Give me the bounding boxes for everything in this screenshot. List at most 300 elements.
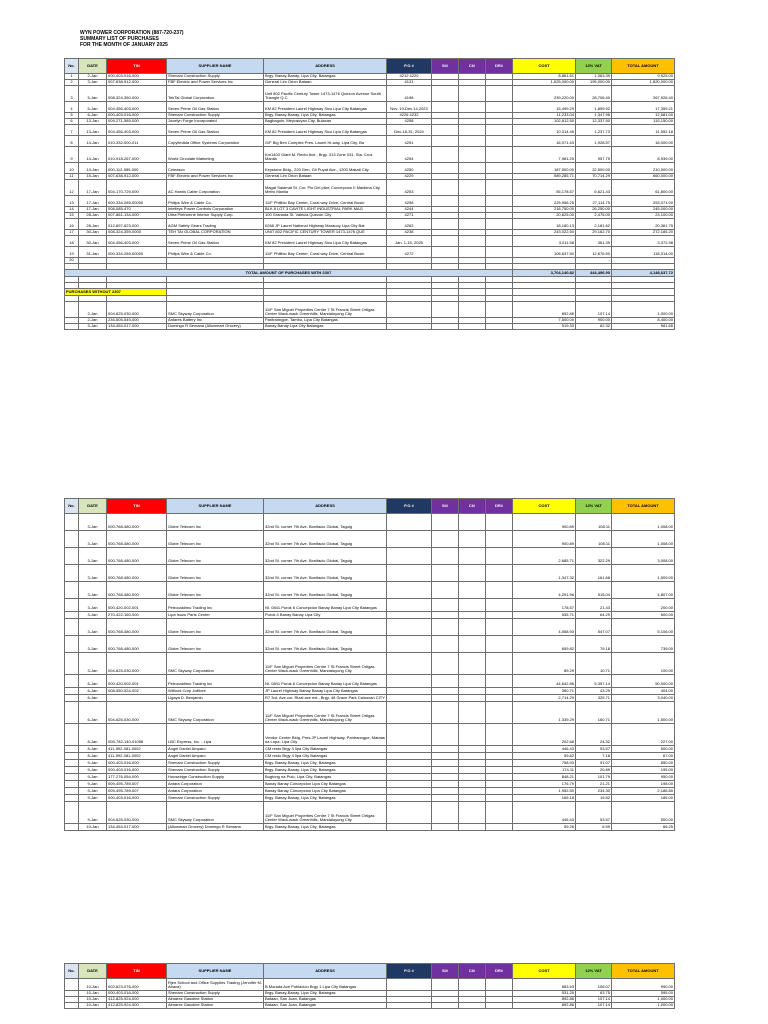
cell-ci	[459, 219, 486, 230]
col-header-date: DATE	[79, 964, 107, 979]
blank-cell	[513, 289, 576, 296]
cell-date: 3-Jan	[79, 599, 107, 612]
cell-dr	[486, 86, 513, 102]
cell-dr	[486, 514, 513, 531]
cell-tin: 007-638-912-000	[107, 174, 167, 180]
cell-supplier: Shenam Construction Supply	[167, 113, 264, 119]
cell-total: 1,820,000.00	[612, 80, 675, 86]
cell-si	[432, 675, 459, 688]
cell-address: R7 3rd. Ave cor. Rizal ave ext., Brgy. 48 Grace Park Caloocan CITY	[265, 695, 385, 701]
col-header-si: SI#	[432, 499, 459, 514]
cell-vat: 195,000.00	[576, 80, 612, 86]
cell-address: 32nd St. corner 7th Ave. Bonifacio Global, Taguig	[264, 582, 387, 599]
cell-date: 3-Jan	[79, 548, 107, 565]
col-header-vat: 12% VAT	[576, 964, 612, 979]
cell-address: JP Laurel Highway Banay Banay Lipa City Batangas	[264, 688, 387, 695]
cell-supplier: Intelleys Power Controls Corporation	[167, 207, 264, 213]
table-row	[65, 612, 675, 619]
col-header-ci: CI#	[459, 964, 486, 979]
cell-address: Brgy. Banay-Banay, Lipa City, Batangas	[264, 767, 387, 774]
header-row	[65, 964, 675, 979]
cell-dr	[486, 1003, 513, 1009]
col-header-total: TOTAL AMOUNT	[612, 964, 675, 979]
cell-no	[65, 514, 79, 531]
cell-supplier: SMC Skyway Corporation	[167, 702, 264, 724]
cell-address: Km1403 Giant M. Recto Ave., Brgy. 313 Zone 031, Sta. Cruz Manila	[264, 147, 387, 163]
cell-vat: 361.39	[576, 236, 612, 247]
cell-po: 4258	[387, 196, 432, 207]
cell-dr	[486, 102, 513, 113]
table-row	[65, 702, 675, 724]
cell-supplier: Celeasco	[167, 163, 264, 174]
cell-total: 739.00	[612, 636, 675, 653]
cell-dr	[486, 565, 513, 582]
cell-ci	[459, 760, 486, 767]
cell-date: 3-Jan	[79, 653, 107, 675]
cell-dr	[486, 688, 513, 695]
cell-total: 595.00	[612, 991, 675, 997]
cell-total: 660,000.00	[612, 174, 675, 180]
cell-address: Purok 4 Banay Banay Lipa City	[264, 612, 387, 619]
blank-cell	[486, 289, 513, 296]
cell-address: KM 82 President Laurel Highway Sico Lipa City Batangas	[264, 236, 387, 247]
cell-no	[65, 724, 79, 746]
cell-total: 1,500.00	[612, 702, 675, 724]
cell-cost: 239,220.00	[513, 86, 576, 102]
cell-supplier: Seven Prime Oil Gas Station	[167, 102, 264, 113]
cell-vat: 28,706.40	[576, 86, 612, 102]
cell-dr	[486, 753, 513, 760]
cell-no	[65, 774, 79, 781]
cell-total: 4,807.00	[612, 582, 675, 599]
table-row	[65, 565, 675, 582]
cell-si	[432, 136, 459, 147]
cell-po	[387, 781, 432, 788]
cell-cost: 7,981.25	[513, 147, 576, 163]
cell-si	[432, 125, 459, 136]
cell-dr	[486, 781, 513, 788]
cell-supplier: FBF Electric and Power Services Inc	[167, 174, 264, 180]
cell-dr	[486, 582, 513, 599]
table-row	[65, 760, 675, 767]
cell-total: 1,509.00	[612, 565, 675, 582]
cell-no: 8	[65, 136, 79, 147]
cell-si	[432, 612, 459, 619]
cell-vat: 957.75	[576, 147, 612, 163]
blank-cell	[576, 289, 612, 296]
col-header-po: P.O #	[387, 59, 432, 74]
table-row	[65, 767, 675, 774]
cell-total: 3,040.00	[612, 695, 675, 702]
cell-no: 1	[65, 74, 79, 80]
cell-tin: 008-324-350-000	[107, 86, 167, 102]
cell-supplier: Domingo R Semana (Allowmart Grocery)	[167, 324, 264, 330]
cell-date: 10-Jan	[79, 997, 107, 1003]
cell-po: Dec.18-31, 2024	[387, 125, 432, 136]
cell-total: 185.00	[612, 795, 675, 802]
cell-address: 11/F Phillbio Bay Center, Coral way Drive, Central Busin	[264, 196, 387, 207]
cell-vat: 53.57	[576, 746, 612, 753]
cell-total: 67.00	[612, 753, 675, 760]
table-row	[65, 653, 675, 675]
cell-ci	[459, 86, 486, 102]
cell-po	[387, 802, 432, 824]
cell-ci	[459, 781, 486, 788]
cell-po: 4251	[387, 136, 432, 147]
table-row	[65, 802, 675, 824]
cell-no	[65, 760, 79, 767]
cell-dr	[486, 774, 513, 781]
cell-no	[65, 653, 79, 675]
cell-address: UNIT 802 PACIFIC CENTURY TOWER 1473-1476 QUE	[264, 230, 387, 236]
cell-date: 30-Jan	[79, 230, 107, 236]
cell-po	[387, 565, 432, 582]
cell-si	[432, 324, 459, 330]
cell-tin: 134-454-017-000	[107, 824, 167, 831]
cell-dr	[486, 675, 513, 688]
cell-tin: 134-454-017-000	[107, 324, 167, 330]
cell-ci	[459, 102, 486, 113]
cell-tin: 004-625-030-000	[107, 702, 167, 724]
cell-supplier: Angel Daniel Amparo	[167, 753, 264, 760]
cell-no	[65, 979, 79, 991]
cell-ci	[459, 147, 486, 163]
cell-vat: 900.00	[576, 318, 612, 324]
col-header-dr: DR#	[486, 499, 513, 514]
cell-vat: -	[576, 258, 612, 264]
cell-po: Nov. 19-Dec.14,2023	[387, 102, 432, 113]
cell-supplier: Shenam Construction Supply	[167, 795, 264, 802]
col-header-tin: TIN	[107, 964, 167, 979]
cell-address: NI. 0841 Purok 6 Concepcion Banay Banay Lipa City Batangas	[264, 675, 387, 688]
cell-address: 32nd St. corner 7th Ave. Bonifacio Global, Taguig	[264, 514, 387, 531]
cell-total: 1,008.00	[612, 531, 675, 548]
cell-po: 4253	[387, 180, 432, 196]
cell-address: Brgy. Banay-Banay, Lipa City, Batangas	[264, 113, 387, 119]
cell-address: General Lim Orion Bataan	[264, 174, 387, 180]
cell-si	[432, 795, 459, 802]
cell-dr	[486, 599, 513, 612]
table-row	[65, 788, 675, 795]
cell-vat: 1,347.96	[576, 113, 612, 119]
cell-si	[432, 599, 459, 612]
cell-tin: 004-456-403-000	[107, 236, 167, 247]
cell-vat: 1,928.57	[576, 136, 612, 147]
table-row	[65, 774, 675, 781]
cell-ci	[459, 795, 486, 802]
cell-ci	[459, 236, 486, 247]
table-row	[65, 247, 675, 258]
cell-date: 8-Jan	[79, 753, 107, 760]
cell-date: 3-Jan	[79, 636, 107, 653]
cell-no: 14	[65, 207, 79, 213]
cell-ci	[459, 599, 486, 612]
cell-po	[387, 824, 432, 831]
header-row	[65, 499, 675, 514]
cell-ci	[459, 531, 486, 548]
cell-no	[65, 795, 79, 802]
cell-address: NI. 0841 Purok 6 Concepcion Banay Banay Lipa City Batangas	[264, 599, 387, 612]
cell-ci	[459, 675, 486, 688]
without-2307-label: PURCHASES WITHOUT 2307	[65, 289, 167, 296]
cell-si	[432, 1003, 459, 1009]
table-row	[65, 695, 675, 702]
cell-supplier: Jocelyn Forge Incorporated	[167, 119, 264, 125]
cell-total: 581.65	[612, 324, 675, 330]
cell-tin: 004-456-403-000	[107, 102, 167, 113]
blank-cell	[459, 289, 486, 296]
cell-tin: 000-403-016-000	[107, 113, 167, 119]
cell-supplier: Antara Corporation	[167, 788, 264, 795]
cell-date: 3-Jan	[79, 582, 107, 599]
cell-address: Bataan, San Juan, Batangas	[264, 997, 387, 1003]
cell-no	[65, 636, 79, 653]
cell-supplier: Almarez Gasoline Station	[167, 997, 264, 1003]
cell-date: 14-Jan	[79, 136, 107, 147]
cell-si	[432, 582, 459, 599]
cell-no: 3	[65, 86, 79, 102]
cell-cost: 535.71	[513, 612, 576, 619]
cell-tin: 000-334-289-00000	[107, 247, 167, 258]
total-total: 4,148,637.72	[612, 270, 675, 277]
cell-address: Brgy. Banay-Banay, Lipa City, Batangas	[264, 74, 387, 80]
cell-date: 9-Jan	[79, 767, 107, 774]
cell-cost: 900.89	[513, 531, 576, 548]
cell-vat: 64.29	[576, 612, 612, 619]
cell-date: 6-Jan	[79, 702, 107, 724]
cell-si	[432, 767, 459, 774]
cell-po	[387, 774, 432, 781]
cell-ci	[459, 247, 486, 258]
cell-si	[432, 531, 459, 548]
cell-total: 850.00	[612, 760, 675, 767]
cell-cost: 1,625,000.00	[513, 80, 576, 86]
cell-si	[432, 781, 459, 788]
cell-cost: 165.18	[513, 795, 576, 802]
cell-ci	[459, 1003, 486, 1009]
cell-supplier: Lipa Isuzu Parts Center	[167, 612, 264, 619]
cell-po: 4131	[387, 80, 432, 86]
cell-dr	[486, 795, 513, 802]
cell-dr	[486, 147, 513, 163]
cell-cost: 176.79	[513, 781, 576, 788]
cell-supplier: World Circulate Marketing	[167, 147, 264, 163]
cell-tin: 009-271-589-000	[107, 119, 167, 125]
cell-address: KM 82 President Laurel Highway Sico Lipa City Batangas	[264, 125, 387, 136]
cell-date: 17-Jan	[79, 180, 107, 196]
cell-cost: 892.86	[513, 997, 576, 1003]
table-row	[65, 531, 675, 548]
cell-dr	[486, 695, 513, 702]
table-row	[65, 136, 675, 147]
cell-total: 200.00	[612, 599, 675, 612]
cell-vat: 12,337.50	[576, 119, 612, 125]
cell-ci	[459, 324, 486, 330]
cell-vat: 108.11	[576, 514, 612, 531]
col-header-ci: CI#	[459, 499, 486, 514]
table-row	[65, 688, 675, 695]
col-header-total: TOTAL AMOUNT	[612, 59, 675, 74]
cell-cost: 3,011.58	[513, 236, 576, 247]
table-row	[65, 675, 675, 688]
cell-address: Brgy. Banay-Banay, Lipa City, Batangas	[264, 991, 387, 997]
cell-date: 3-Jan	[79, 612, 107, 619]
cell-cost: 360.71	[513, 688, 576, 695]
cell-ci	[459, 774, 486, 781]
cell-supplier: Seven Prime Oil Gas Station	[167, 236, 264, 247]
cell-total: 500.00	[612, 746, 675, 753]
cell-cost: 10,314.45	[513, 125, 576, 136]
cell-ci	[459, 136, 486, 147]
cell-dr	[486, 236, 513, 247]
col-header-si: SI#	[432, 964, 459, 979]
cell-cost: 7,500.00	[513, 318, 576, 324]
cell-supplier: Globe Telecom Inc	[167, 636, 264, 653]
cell-dr	[486, 724, 513, 746]
cell-total: 20,361.75	[612, 219, 675, 230]
cell-po	[387, 688, 432, 695]
cell-vat: 1,859.92	[576, 102, 612, 113]
cell-total: 11,552.18	[612, 125, 675, 136]
cell-vat: 107.14	[576, 1003, 612, 1009]
cell-vat: 547.07	[576, 619, 612, 636]
cell-date: 28-Jan	[79, 219, 107, 230]
cell-ci	[459, 767, 486, 774]
cell-tin: 000-403-016-000	[107, 795, 167, 802]
cell-supplier: SMC Skyway Corporation	[167, 653, 264, 675]
cell-no: 18	[65, 236, 79, 247]
col-header-supplier: SUPPLIER NAME	[167, 59, 264, 74]
cell-supplier: LBC Express, Inc. - Lipa	[167, 724, 264, 746]
cell-supplier: Philips Wire & Cable Co.	[167, 196, 264, 207]
cell-supplier: Globe Telecom Inc	[167, 565, 264, 582]
cell-no: 5	[65, 113, 79, 119]
purchases-table-3	[64, 963, 675, 1009]
cell-si	[432, 247, 459, 258]
cell-si	[432, 514, 459, 531]
cell-tin: 411-592-081-0002	[107, 746, 167, 753]
cell-tin: 004-625-030-000	[107, 302, 167, 318]
cell-po	[387, 548, 432, 565]
cell-si	[432, 979, 459, 991]
cell-no	[65, 767, 79, 774]
cell-supplier: Angel Daniel Amparo	[167, 746, 264, 753]
col-header-cost: COST	[513, 59, 576, 74]
cell-total: 1,008.00	[612, 514, 675, 531]
cell-supplier: AC Hamis Cable Corporation	[167, 180, 264, 196]
cell-ci	[459, 163, 486, 174]
cell-ci	[459, 180, 486, 196]
table-row	[65, 163, 675, 174]
cell-total: 3,372.98	[612, 236, 675, 247]
cell-vat: 1,237.73	[576, 125, 612, 136]
cell-supplier: Antara Corporation	[167, 781, 264, 788]
cell-no	[65, 1003, 79, 1009]
cell-total: 23,100.00	[612, 213, 675, 219]
cell-total: 195.00	[612, 767, 675, 774]
cell-cost: 2,685.71	[513, 548, 576, 565]
cell-vat: 91.07	[576, 760, 612, 767]
cell-address: Keystone Bldg., 220 Gen. Gil Puyat Ave., 1200 Makati City	[264, 163, 387, 174]
cell-si	[432, 802, 459, 824]
cell-ci	[459, 824, 486, 831]
cell-po: 4229	[387, 174, 432, 180]
cell-no	[65, 302, 79, 318]
table-row	[65, 102, 675, 113]
col-header-tin: TIN	[107, 59, 167, 74]
cell-cost: 11,233.04	[513, 113, 576, 119]
cell-tin: 000-768-480-000	[107, 548, 167, 565]
cell-date: 28-Jan	[79, 213, 107, 219]
cell-po	[387, 695, 432, 702]
cell-date: 6-Jan	[79, 695, 107, 702]
cell-ci	[459, 753, 486, 760]
cell-tin: 004-170-729-000	[107, 180, 167, 196]
cell-total: 950.00	[612, 774, 675, 781]
cell-address: 0268 JP Laurel National Highway Marauoy Lipa City Bat	[264, 219, 387, 230]
cell-po	[387, 760, 432, 767]
cell-address: Unit 802 Pacific Century Tower 1473-1476 Quezon Avenue South Triangle Q.C.	[264, 86, 387, 102]
cell-si	[432, 746, 459, 753]
cell-no: 9	[65, 147, 79, 163]
col-header-address: ADDRESS	[264, 499, 387, 514]
cell-si	[432, 636, 459, 653]
cell-address: 32nd St. corner 7th Ave. Bonifacio Global, Taguig	[264, 531, 387, 548]
cell-no	[65, 619, 79, 636]
cell-total: 990.00	[612, 979, 675, 991]
cell-total: 5,106.00	[612, 619, 675, 636]
cell-address: 32nd St. corner 7th Ave. Bonifacio Global, Taguig	[264, 565, 387, 582]
cell-tin: 000-768-480-000	[107, 531, 167, 548]
cell-po: 4262	[387, 219, 432, 230]
cell-address: Vendor Center Bldg. Pres.JP Laurel Highway, Pantranngpe, Mataas na Lupa, Lipa City	[264, 724, 387, 746]
purchases-table-1	[64, 58, 675, 330]
cell-total: 118,314.00	[612, 247, 675, 258]
cell-date: 3-Jan	[79, 565, 107, 582]
cell-total: 100.00	[612, 653, 675, 675]
cell-date: 15-Jan	[79, 174, 107, 180]
cell-cost: 15,499.29	[513, 102, 576, 113]
cell-ci	[459, 802, 486, 824]
cell-total: 9,925.00	[612, 74, 675, 80]
cell-si	[432, 302, 459, 318]
cell-supplier: (Allowmart Grocery) Domingo R Semana	[167, 824, 264, 831]
table-row	[65, 979, 675, 991]
cell-po	[387, 675, 432, 688]
cell-no	[65, 599, 79, 612]
cell-po	[387, 514, 432, 531]
table-row	[65, 753, 675, 760]
cell-cost: 848.21	[513, 774, 576, 781]
col-header-no: No.	[65, 964, 79, 979]
cell-si	[432, 753, 459, 760]
cell-address: 11/F San Miguel Properties Centre 7 St Francis Street Ortigas Center Wack-wack Greenhills, Mandaluyong City	[264, 702, 387, 724]
cell-tin: 009-495-789-007	[107, 788, 167, 795]
cell-no	[65, 688, 79, 695]
cell-date: 2-Jan	[79, 74, 107, 80]
cell-po	[387, 612, 432, 619]
col-header-supplier: SUPPLIER NAME	[167, 499, 264, 514]
cell-tin: 008-324-359-0000	[107, 230, 167, 236]
cell-po	[387, 1003, 432, 1009]
cell-cost: 178.57	[513, 599, 576, 612]
cell-tin: 411-592-081-0002	[107, 753, 167, 760]
col-header-po: P.O #	[387, 964, 432, 979]
cell-po: 4244	[387, 207, 432, 213]
col-header-dr: DR#	[486, 59, 513, 74]
cell-tin: 000-768-480-000	[107, 619, 167, 636]
cell-tin: 000-403-016-000	[107, 991, 167, 997]
